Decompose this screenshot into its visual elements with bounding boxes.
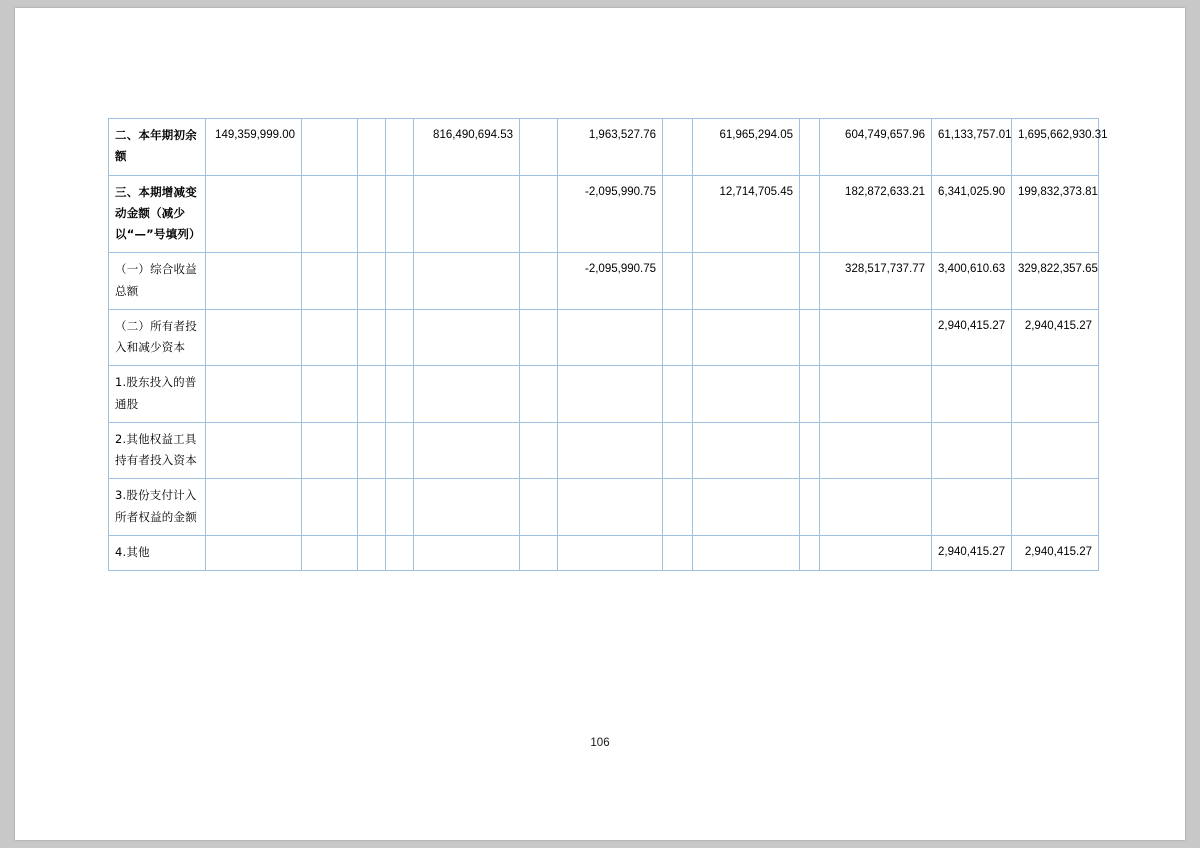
row-label: 1.股东投入的普通股: [109, 366, 206, 423]
table-row: [109, 309, 1099, 366]
row-cell: [663, 366, 693, 423]
row-cell: 2,940,415.27: [1012, 309, 1099, 366]
row-cell: [932, 366, 1012, 423]
row-cell: [414, 366, 520, 423]
row-cell: [206, 309, 302, 366]
row-cell: [520, 119, 558, 176]
row-cell: -2,095,990.75: [558, 175, 663, 253]
row-cell: [302, 119, 358, 176]
row-cell: [302, 366, 358, 423]
row-cell: [302, 479, 358, 536]
row-cell: [800, 253, 820, 310]
row-cell: [693, 479, 800, 536]
row-cell: [302, 253, 358, 310]
row-cell: [800, 366, 820, 423]
row-cell: [800, 309, 820, 366]
table-row: [109, 479, 1099, 536]
row-cell: [414, 253, 520, 310]
row-cell: 329,822,357.65: [1012, 253, 1099, 310]
row-label: （一）综合收益总额: [109, 253, 206, 310]
page-number: 106: [590, 737, 610, 749]
row-cell: [1012, 479, 1099, 536]
row-cell: [693, 422, 800, 479]
statement-of-changes-in-equity-table: [108, 118, 1108, 571]
row-cell: [414, 535, 520, 570]
table-row: [109, 535, 1099, 570]
row-cell: 2,940,415.27: [1012, 535, 1099, 570]
row-cell: [558, 422, 663, 479]
row-cell: [358, 422, 386, 479]
row-label: 三、本期增减变动金额（减少以“—”号填列）: [109, 175, 206, 253]
row-cell: [206, 422, 302, 479]
row-cell: [932, 422, 1012, 479]
row-cell: [800, 479, 820, 536]
row-label: 3.股份支付计入所者权益的金额: [109, 479, 206, 536]
row-cell: [386, 119, 414, 176]
row-cell: [693, 253, 800, 310]
row-cell: [520, 479, 558, 536]
row-cell: 604,749,657.96: [820, 119, 932, 176]
row-cell: 328,517,737.77: [820, 253, 932, 310]
table-row: [109, 366, 1099, 423]
document-page: [15, 8, 1185, 840]
row-cell: [693, 366, 800, 423]
row-cell: [520, 309, 558, 366]
row-cell: [206, 253, 302, 310]
row-cell: [206, 535, 302, 570]
row-cell: 182,872,633.21: [820, 175, 932, 253]
row-cell: [520, 422, 558, 479]
row-cell: 1,695,662,930.31: [1012, 119, 1099, 176]
row-cell: [206, 175, 302, 253]
row-cell: [302, 422, 358, 479]
row-cell: [386, 309, 414, 366]
row-cell: [558, 309, 663, 366]
table-row: [109, 119, 1099, 176]
row-cell: 816,490,694.53: [414, 119, 520, 176]
row-cell: [206, 366, 302, 423]
row-cell: [302, 535, 358, 570]
row-cell: [693, 535, 800, 570]
row-cell: [358, 535, 386, 570]
row-cell: [820, 366, 932, 423]
row-cell: [520, 535, 558, 570]
row-cell: 61,965,294.05: [693, 119, 800, 176]
row-cell: -2,095,990.75: [558, 253, 663, 310]
row-cell: [520, 253, 558, 310]
row-cell: [1012, 422, 1099, 479]
row-cell: [358, 253, 386, 310]
row-cell: [820, 309, 932, 366]
table-row: [109, 253, 1099, 310]
row-cell: [800, 422, 820, 479]
row-cell: [800, 119, 820, 176]
row-cell: 2,940,415.27: [932, 535, 1012, 570]
row-cell: [358, 479, 386, 536]
row-cell: [663, 535, 693, 570]
row-label: 4.其他: [109, 535, 206, 570]
row-cell: [820, 422, 932, 479]
row-cell: [820, 479, 932, 536]
row-cell: [386, 175, 414, 253]
row-cell: [663, 253, 693, 310]
financial-table: [108, 118, 1108, 571]
row-cell: [520, 175, 558, 253]
row-cell: [386, 535, 414, 570]
row-label: 二、本年期初余额: [109, 119, 206, 176]
table-row: [109, 175, 1099, 253]
row-cell: [386, 253, 414, 310]
row-cell: 6,341,025.90: [932, 175, 1012, 253]
table-row: [109, 422, 1099, 479]
row-cell: [386, 479, 414, 536]
row-cell: [206, 479, 302, 536]
row-cell: [358, 175, 386, 253]
row-cell: 2,940,415.27: [932, 309, 1012, 366]
row-cell: [663, 309, 693, 366]
row-cell: [386, 422, 414, 479]
row-cell: [520, 366, 558, 423]
row-cell: [414, 422, 520, 479]
row-cell: 12,714,705.45: [693, 175, 800, 253]
row-cell: [558, 366, 663, 423]
row-cell: [414, 479, 520, 536]
row-cell: [663, 119, 693, 176]
row-cell: 3,400,610.63: [932, 253, 1012, 310]
row-label: （二）所有者投入和减少资本: [109, 309, 206, 366]
row-cell: [358, 309, 386, 366]
row-cell: [663, 422, 693, 479]
row-cell: [693, 309, 800, 366]
row-cell: 149,359,999.00: [206, 119, 302, 176]
row-cell: 1,963,527.76: [558, 119, 663, 176]
row-cell: [932, 479, 1012, 536]
row-cell: [414, 175, 520, 253]
row-cell: [663, 175, 693, 253]
row-cell: [386, 366, 414, 423]
row-cell: [414, 309, 520, 366]
table-body: [109, 119, 1108, 571]
row-label: 2.其他权益工具持有者投入资本: [109, 422, 206, 479]
row-cell: [302, 309, 358, 366]
row-cell: [358, 119, 386, 176]
row-cell: [800, 175, 820, 253]
row-cell: [558, 535, 663, 570]
row-cell: 61,133,757.01: [932, 119, 1012, 176]
row-cell: [558, 479, 663, 536]
row-cell: [820, 535, 932, 570]
row-cell: [302, 175, 358, 253]
row-cell: 199,832,373.81: [1012, 175, 1099, 253]
row-cell: [663, 479, 693, 536]
row-cell: [1012, 366, 1099, 423]
row-cell: [800, 535, 820, 570]
row-cell: [358, 366, 386, 423]
